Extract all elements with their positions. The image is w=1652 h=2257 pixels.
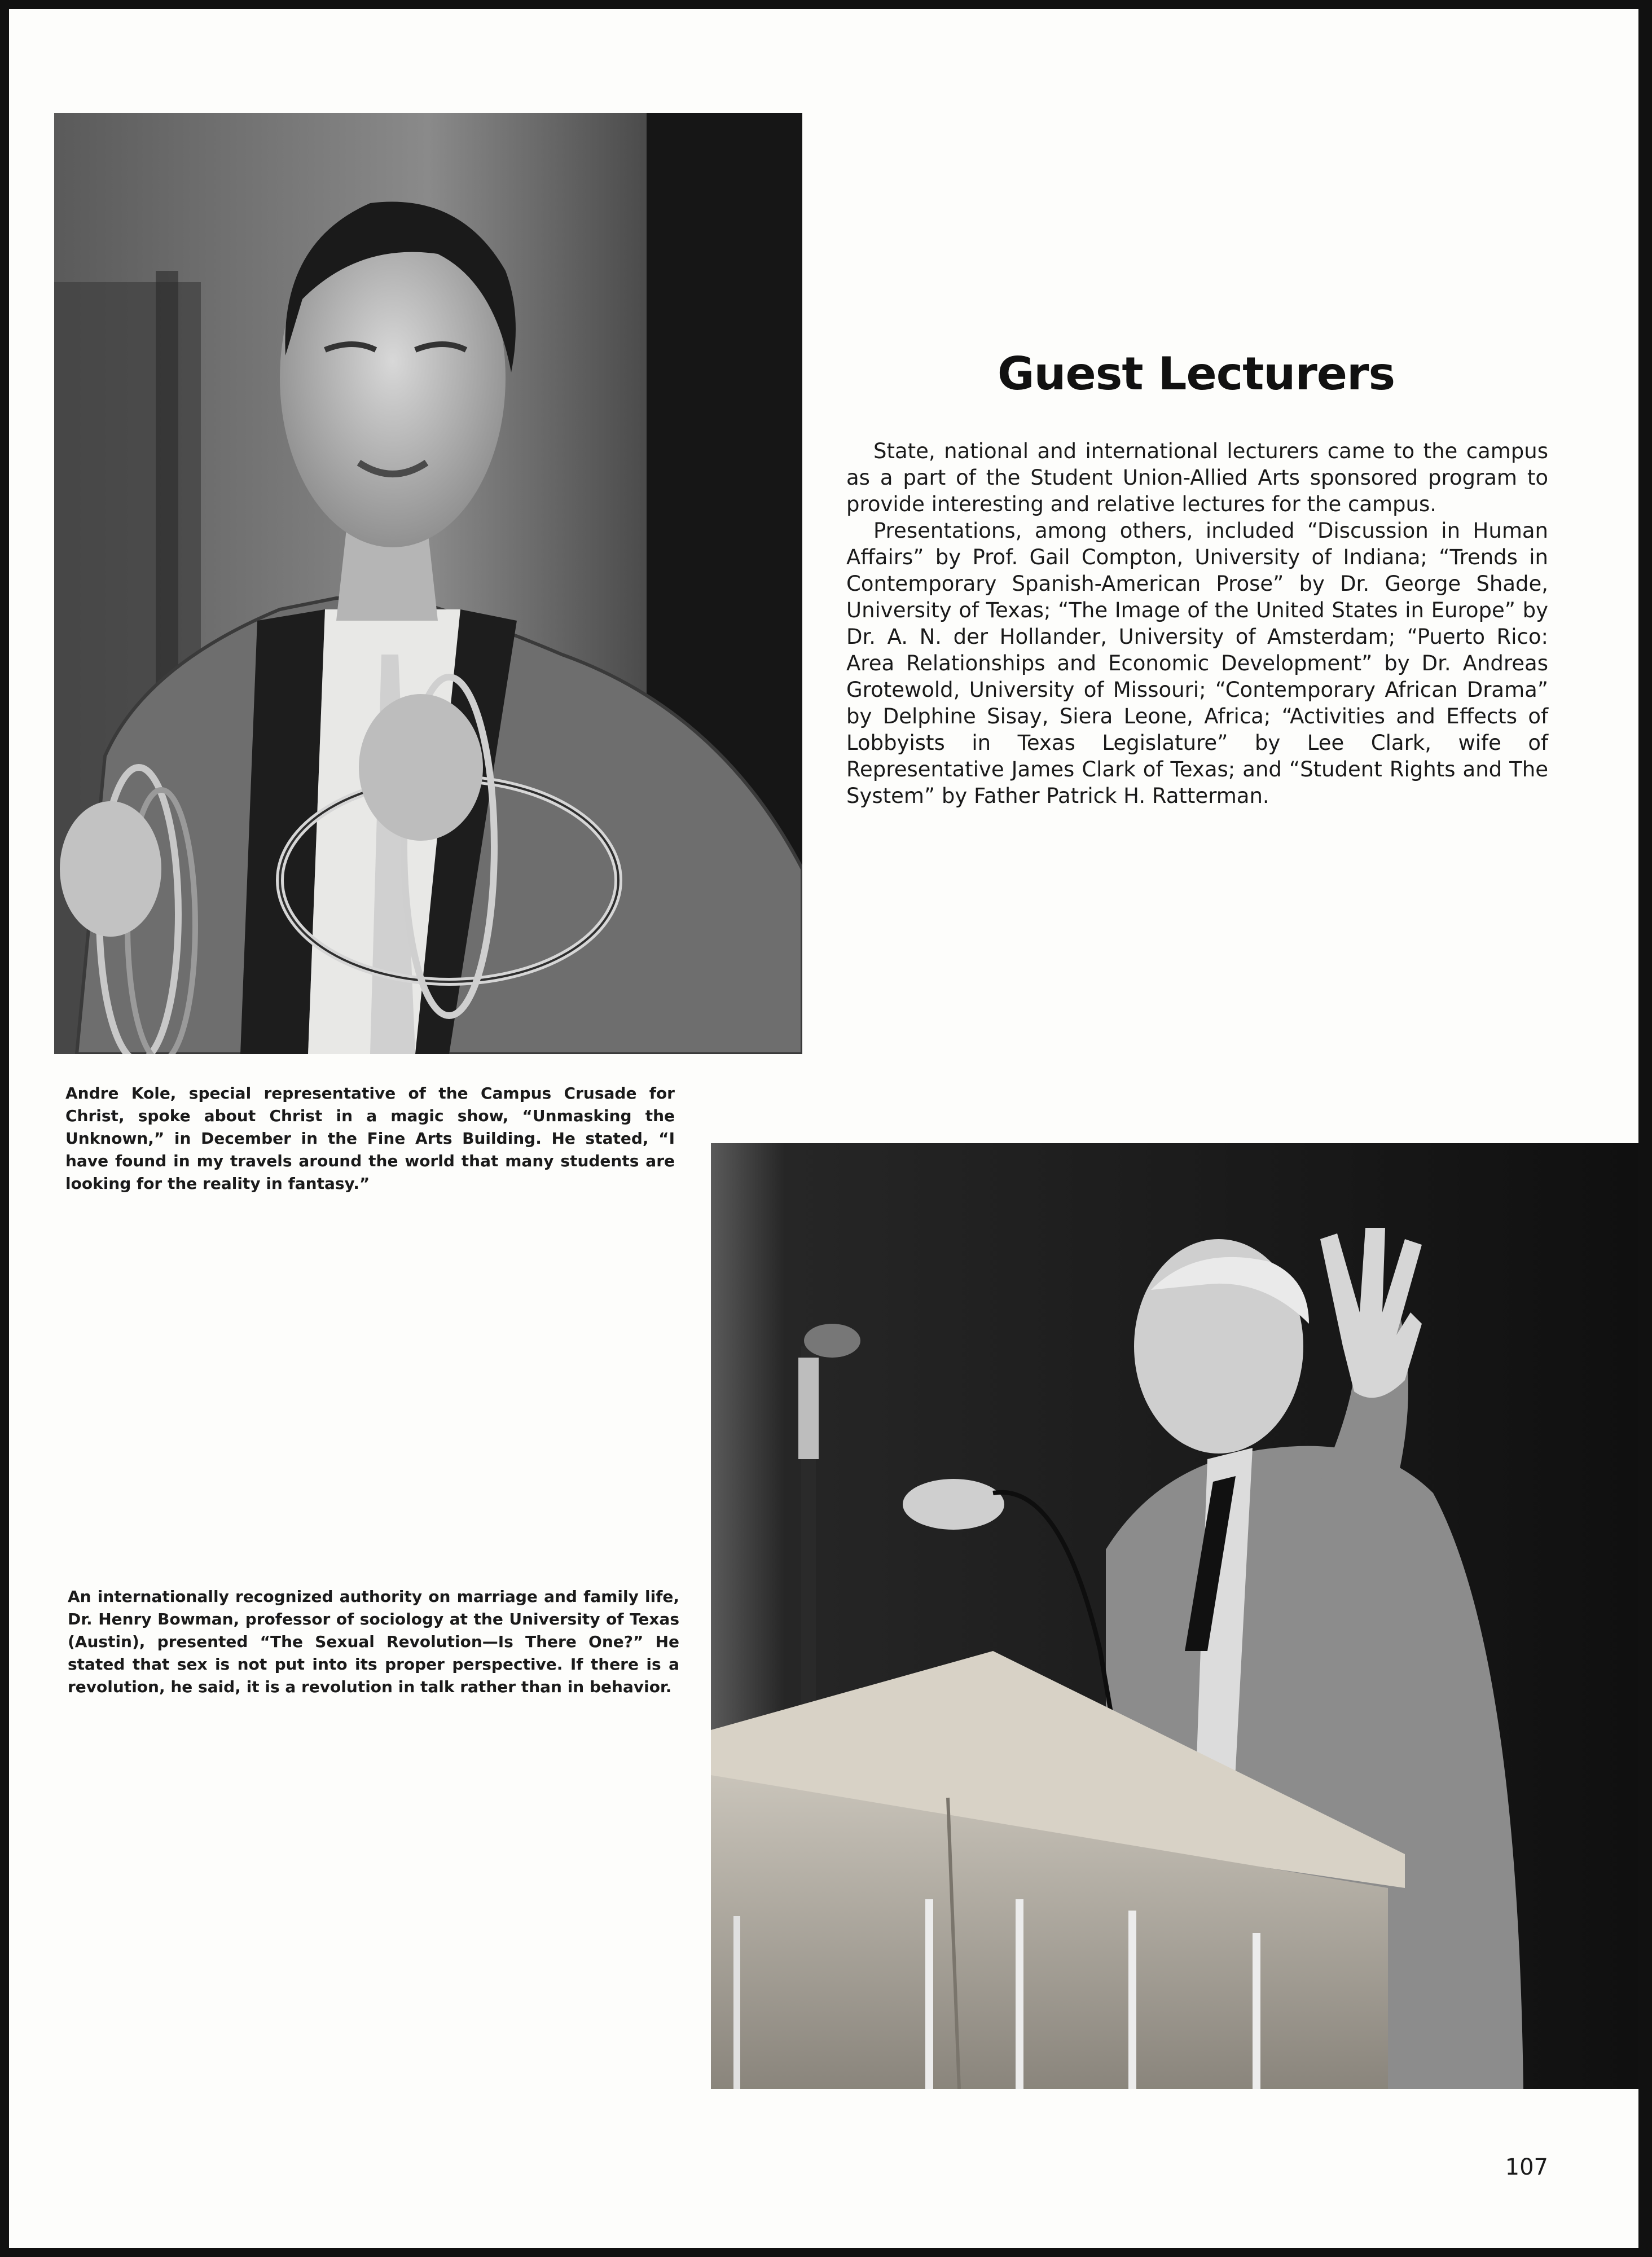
caption-andre-kole: Andre Kole, special representative of the Campus Crusade for Christ, spoke about Christ in a magic show, “Unmasking the Unknown,” in December in the Fine Arts Building. He stated, “I have found in my travels around the world that many students are looking for the reality in fantasy.”: [65, 1084, 675, 1193]
yearbook-page: [9, 9, 1638, 2248]
caption-henry-bowman: An internationally recognized authority on marriage and family life, Dr. Henry Bowman, professor of sociology at the University of Texas (Austin), presented “The Sexual Revolution—Is There One?” He stated that sex is not put into its proper perspective. If there is a revolution, he said, it is a revolution in talk rather than in behavior.: [68, 1587, 679, 1696]
photo-andre-kole-magician: [54, 113, 802, 1054]
article-body: [846, 438, 1548, 809]
page-number: 107: [1505, 2154, 1548, 2180]
speaker-at-podium-image: [711, 1143, 1638, 2089]
magician-with-rings-image: [54, 113, 802, 1054]
body-paragraph: Presentations, among others, included “Discussion in Human Affairs” by Prof. Gail Compton, University of Indiana; “Trends in Contemporary Spanish-American Prose” by Dr. George Shade, University of Texas; “The Image of the United States in Europe” by Dr. A. N. der Hollander, University of Amsterdam; “Puerto Rico: Area Relationships and Economic Development” by Dr. Andreas Grotewold, University of Missouri; “Contemporary African Drama” by Delphine Sisay, Siera Leone, Africa; “Activities and Effects of Lobbyists in Texas Legislature” by Lee Clark, wife of Representative James Clark of Texas; and “Student Rights and The System” by Father Patrick H. Ratterman.: [846, 519, 1548, 808]
photo-henry-bowman-lecture: [711, 1143, 1638, 2089]
body-paragraph: State, national and international lecturers came to the campus as a part of the Student Union-Allied Arts sponsored program to provide interesting and relative lectures for the campus.: [846, 439, 1548, 516]
headline: Guest Lecturers: [997, 348, 1395, 400]
